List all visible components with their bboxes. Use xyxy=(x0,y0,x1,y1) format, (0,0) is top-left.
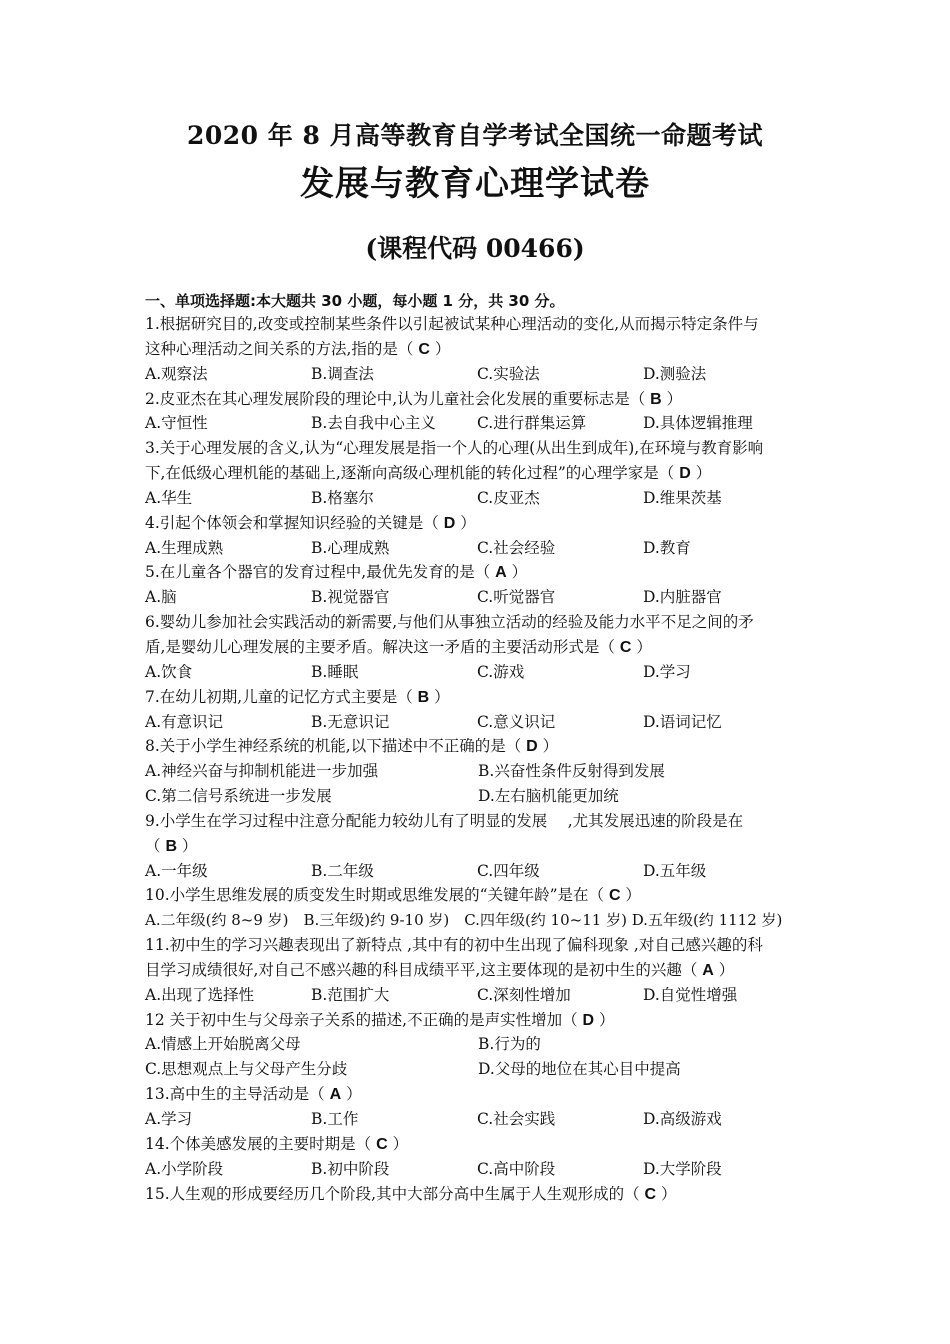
option-a: A.脑 xyxy=(145,588,177,607)
question-text: ） xyxy=(690,464,712,483)
answer-key: A xyxy=(702,961,714,979)
option-b: B.去自我中心主义 xyxy=(311,414,436,433)
question-text: 盾,是婴幼儿心理发展的主要矛盾。解决这一矛盾的主要活动形式是（ xyxy=(145,637,620,656)
option-b: B.范围扩大 xyxy=(311,985,390,1004)
options-row xyxy=(145,1107,825,1132)
exam-header: 2020 年 8 月高等教育自学考试全国统一命题考试 xyxy=(186,121,764,150)
option-a: A.出现了选择性 xyxy=(145,985,255,1004)
options-row xyxy=(145,859,825,884)
question-text: 5.在儿童各个器官的发育过程中,最优先发育的是（ xyxy=(145,563,496,582)
question-stem-line xyxy=(145,436,825,461)
option-c: C.实验法 xyxy=(477,364,540,383)
question-text: （ xyxy=(145,836,166,855)
option-d: D.高级游戏 xyxy=(643,1110,722,1128)
option-a: A.有意识记 xyxy=(145,712,224,731)
options-row xyxy=(145,983,825,1008)
question-stem-line xyxy=(145,312,825,337)
answer-key: B xyxy=(650,390,662,408)
question-text: 14.个体美感发展的主要时期是（ xyxy=(145,1134,377,1153)
option-item: B.兴奋性条件反射得到发展 xyxy=(478,762,665,781)
question-stem-line xyxy=(145,610,825,635)
answer-key: C xyxy=(608,887,621,905)
option-c: C.听觉器官 xyxy=(477,588,556,607)
option-d: D.自觉性增强 xyxy=(643,985,738,1004)
option-d: D.学习 xyxy=(643,662,691,681)
question-text: ） xyxy=(387,1134,409,1153)
question-text: 3.关于心理发展的含义,认为“心理发展是指一个人的心理(从出生到成年),在环境与教育影响 xyxy=(145,439,764,458)
option-item: D.父母的地位在其心目中提高 xyxy=(478,1060,681,1079)
option-b: B.二年级 xyxy=(311,861,374,880)
option-b: B.工作 xyxy=(311,1110,359,1128)
answer-key: C xyxy=(619,638,632,656)
option-a: A.生理成熟 xyxy=(145,538,224,557)
option-d: D.维果茨基 xyxy=(643,488,722,507)
question-text: 8.关于小学生神经系统的机能,以下描述中不正确的是（ xyxy=(145,737,527,756)
question-text: ） xyxy=(661,389,683,408)
option-item: A.情感上开始脱离父母 xyxy=(145,1035,301,1054)
option-c: C.深刻性增加 xyxy=(477,985,571,1004)
question-stem-line xyxy=(145,685,825,710)
exam-title: 发展与教育心理学试卷 xyxy=(300,164,650,204)
question-stem-line xyxy=(145,834,825,859)
question-stem-line xyxy=(145,1132,825,1157)
option-b: B.初中阶段 xyxy=(311,1159,390,1178)
options-row xyxy=(145,759,825,784)
option-d: D.五年级 xyxy=(643,861,707,880)
options-row xyxy=(145,784,825,809)
question-stem-line xyxy=(145,1008,825,1033)
options-row xyxy=(145,486,825,511)
question-text: ） xyxy=(631,637,652,656)
question-text: ） xyxy=(506,563,528,582)
option-b: B.无意识记 xyxy=(311,712,390,731)
question-text: 7.在幼儿初期,儿童的记忆方式主要是（ xyxy=(145,687,418,706)
option-c: C.社会实践 xyxy=(477,1110,556,1128)
answer-key: D xyxy=(443,514,456,532)
question-stem-line xyxy=(145,635,825,660)
question-stem-line xyxy=(145,461,825,486)
option-item: C.第二信号系统进一步发展 xyxy=(145,787,332,806)
options-row xyxy=(145,1057,825,1082)
option-b: B.格塞尔 xyxy=(311,488,374,507)
answer-key: D xyxy=(582,1011,595,1029)
question-stem-line xyxy=(145,933,825,958)
question-text: ） xyxy=(455,513,476,532)
answer-key: C xyxy=(376,1135,388,1153)
option-a: A.观察法 xyxy=(145,364,208,383)
answer-key: A xyxy=(495,564,507,582)
question-text: 12 关于初中生与父母亲子关系的描述,不正确的是声实性增加（ xyxy=(145,1010,583,1029)
question-text: 9.小学生在学习过程中注意分配能力较幼儿有了明显的发展 ,尤其发展迅速的阶段是在 xyxy=(145,811,744,830)
question-stem-line xyxy=(145,958,825,983)
option-d: D.测验法 xyxy=(643,364,707,383)
section-heading: 一、单项选择题:本大题共 30 小题，每小题 1 分，共 30 分。 xyxy=(145,292,565,310)
answer-key: B xyxy=(417,688,430,706)
option-d: D.教育 xyxy=(643,538,691,557)
question-text: ） xyxy=(656,1184,677,1203)
option-d: D.大学阶段 xyxy=(643,1159,722,1178)
option-c: C.意义识记 xyxy=(477,712,556,731)
question-text: ） xyxy=(713,960,735,979)
option-a: A.学习 xyxy=(145,1110,193,1128)
question-text: ） xyxy=(429,687,450,706)
option-b: B.调查法 xyxy=(311,364,374,383)
options-row xyxy=(145,411,825,436)
question-stem-line xyxy=(145,337,825,362)
question-stem-line xyxy=(145,387,825,412)
options-row xyxy=(145,1032,825,1057)
question-text: 13.高中生的主导活动是（ xyxy=(145,1085,330,1104)
question-text: 4.引起个体领会和掌握知识经验的关键是（ xyxy=(145,513,444,532)
option-c: C.游戏 xyxy=(477,662,525,681)
option-c: C.四年级 xyxy=(477,861,540,880)
question-text: 6.婴幼儿参加社会实践活动的新需要,与他们从事独立活动的经验及能力水平不足之间的矛 xyxy=(145,613,754,632)
option-b: B.睡眠 xyxy=(311,662,359,681)
question-text: ） xyxy=(177,836,198,855)
option-item: A.神经兴奋与抑制机能进一步加强 xyxy=(145,762,379,781)
options-row: A.二年级(约 8~9 岁) B.三年级)约 9-10 岁) C.四年级(约 10~11 岁) D.五年级(约 1112 岁) xyxy=(145,911,783,930)
answer-key: B xyxy=(165,837,177,855)
options-row xyxy=(145,660,825,685)
question-text: 这种心理活动之间关系的方法,指的是（ xyxy=(145,339,419,358)
question-text: 1.根据研究目的,改变或控制某些条件以引起被试某种心理活动的变化,从而揭示特定条件与 xyxy=(145,315,759,333)
question-text: ） xyxy=(429,339,451,358)
question-text: 目学习成绩很好,对自己不感兴趣的科目成绩平平,这主要体现的是初中生的兴趣（ xyxy=(145,960,703,979)
option-b: B.心理成熟 xyxy=(311,538,390,557)
question-stem-line xyxy=(145,1082,825,1107)
question-stem-line xyxy=(145,734,825,759)
option-c: C.皮亚杰 xyxy=(477,488,540,507)
question-stem-line xyxy=(145,511,825,536)
options-row xyxy=(145,536,825,561)
option-d: D.具体逻辑推理 xyxy=(643,414,753,433)
question-text: 2.皮亚杰在其心理发展阶段的理论中,认为儿童社会化发展的重要标志是（ xyxy=(145,389,651,408)
question-text: 10.小学生思维发展的质变发生时期或思维发展的“关键年龄”是在（ xyxy=(145,886,609,905)
question-text: 下,在低级心理机能的基础上,逐渐向高级心理机能的转化过程”的心理学家是（ xyxy=(145,464,680,483)
question-stem-line xyxy=(145,560,825,585)
options-row xyxy=(145,1157,825,1182)
option-c: C.进行群集运算 xyxy=(477,414,587,433)
question-stem-line xyxy=(145,809,825,834)
option-d: D.内脏器官 xyxy=(643,588,722,607)
answer-key: C xyxy=(644,1185,657,1203)
answer-key: D xyxy=(526,738,538,756)
option-c: C.高中阶段 xyxy=(477,1159,556,1178)
option-a: A.饮食 xyxy=(145,662,193,681)
option-a: A.华生 xyxy=(145,488,193,507)
option-a: A.守恒性 xyxy=(145,414,208,433)
answer-key: A xyxy=(329,1086,342,1104)
course-code: (课程代码 00466) xyxy=(365,234,585,263)
option-a: A.一年级 xyxy=(145,861,208,880)
question-text: ） xyxy=(620,886,641,905)
options-row xyxy=(145,585,825,610)
option-d: D.语词记忆 xyxy=(643,712,722,731)
question-text: ） xyxy=(341,1085,362,1104)
options-row xyxy=(145,710,825,735)
options-row xyxy=(145,362,825,387)
option-b: B.视觉器官 xyxy=(311,588,390,607)
option-c: C.社会经验 xyxy=(477,538,556,557)
answer-key: C xyxy=(418,340,430,358)
question-text: 11.初中生的学习兴趣表现出了新特点 ,其中有的初中生出现了偏科现象 ,对自己感兴趣的科 xyxy=(145,936,763,955)
question-text: ） xyxy=(594,1010,615,1029)
option-a: A.小学阶段 xyxy=(145,1159,224,1178)
option-item: B.行为的 xyxy=(478,1035,541,1054)
option-item: C.思想观点上与父母产生分歧 xyxy=(145,1060,348,1079)
question-stem-line xyxy=(145,883,825,908)
question-stem-line xyxy=(145,1182,825,1207)
answer-key: D xyxy=(679,465,691,483)
question-list xyxy=(145,312,825,1206)
question-text: ） xyxy=(537,737,559,756)
question-text: 15.人生观的形成要经历几个阶段,其中大部分高中生属于人生观形成的（ xyxy=(145,1184,645,1203)
option-item: D.左右脑机能更加统 xyxy=(478,787,619,806)
